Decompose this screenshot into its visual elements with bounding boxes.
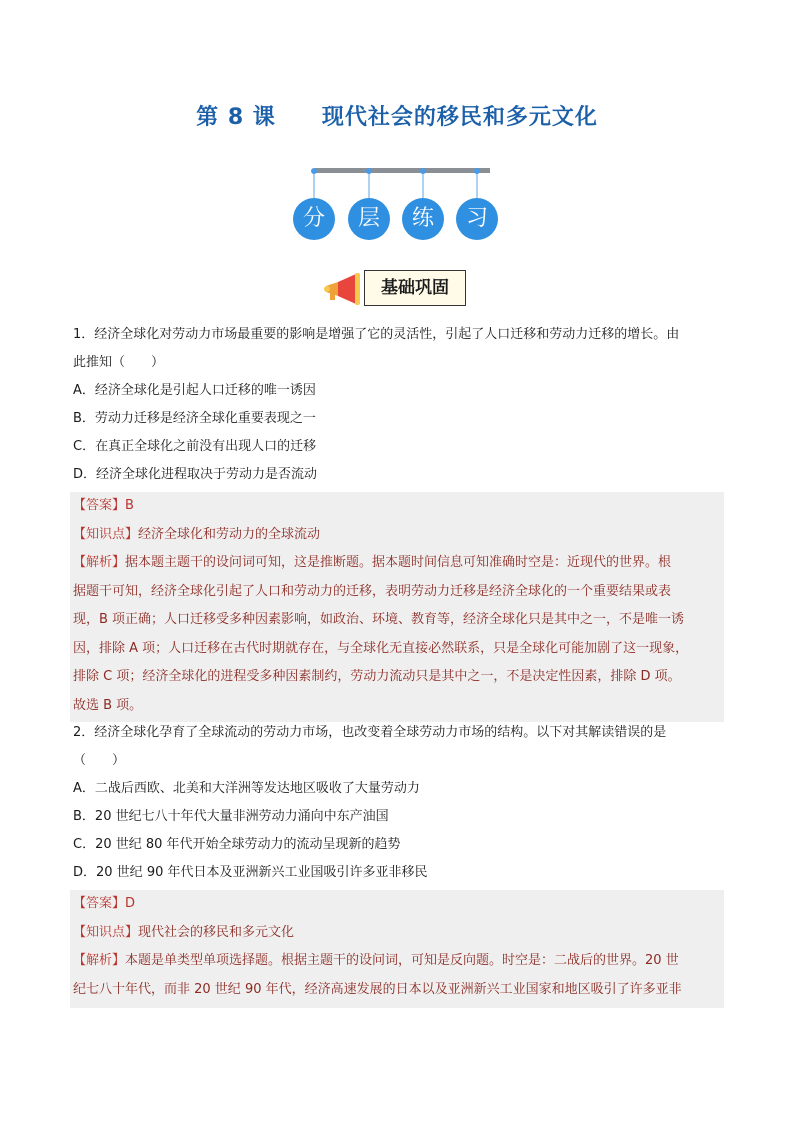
question-stem-line: （ ） [73,753,126,768]
section-label: 基础巩固 [364,270,466,306]
option-b: B．劳动力迁移是经济全球化重要表现之一 [73,411,316,426]
option-a: A．二战后西欧、北美和大洋洲等发达地区吸收了大量劳动力 [73,781,420,796]
analysis-line: 排除 C 项；经济全球化的进程受多种因素制约，劳动力流动只是其中之一，不是决定性因素，排除 D 项。 [73,669,681,684]
answer-tag: 【答案】 [73,896,126,911]
banner-badge-3: 练 [402,198,444,240]
knowledge-line [73,521,724,550]
analysis-line: 故选 B 项。 [73,697,143,713]
answer-line [73,492,724,521]
question-1 [73,321,723,489]
analysis-line: 【解析】据本题主题干的设问词可知，这是推断题。据本题时间信息可知准确时空是：近现代的世界。根 [73,555,672,570]
option-c: C．20 世纪 80 年代开始全球劳动力的流动呈现新的趋势 [73,837,401,852]
knowledge-value: 现代社会的移民和多元文化 [138,924,295,940]
option-b: B．20 世纪七八十年代大量非洲劳动力涌向中东产油国 [73,809,389,824]
option-d: D．20 世纪 90 年代日本及亚洲新兴工业国吸引许多亚非移民 [73,865,428,880]
answer-value: B [125,498,134,513]
option-c: C．在真正全球化之前没有出现人口的迁移 [73,439,317,454]
question-stem-line: 此推知（ ） [73,355,165,370]
option-a: A．经济全球化是引起人口迁移的唯一诱因 [73,383,316,398]
knowledge-tag: 【知识点】 [73,526,139,542]
analysis-line: 现，B 项正确；人口迁移受多种因素影响，如政治、环境、教育等，经济全球化只是其中之一，不是唯一诱 [73,612,685,627]
lesson-number: 第 8 课 [196,105,276,130]
analysis-line: 据题干可知，经济全球化引起了人口和劳动力的迁移，表明劳动力迁移是经济全球化的一个重要结果或表 [73,583,672,599]
answer-value: D [125,896,136,911]
megaphone-icon [322,272,368,308]
page-title [0,100,794,131]
analysis-tag: 【解析】 [73,953,126,968]
knowledge-tag: 【知识点】 [73,924,139,940]
knowledge-line [73,919,724,948]
answer-line [73,890,724,919]
analysis-line: 因，排除 A 项；人口迁移在古代时期就存在，与全球化无直接必然联系，只是全球化可能加剧了这一现象， [73,640,689,656]
lesson-title: 现代社会的移民和多元文化 [321,105,598,130]
analysis-tag: 【解析】 [73,555,126,570]
option-d: D．经济全球化进程取决于劳动力是否流动 [73,467,318,482]
knowledge-value: 经济全球化和劳动力的全球流动 [138,526,321,542]
banner-badge-2: 层 [348,198,390,240]
answer-block-2 [70,890,724,1008]
question-stem-line: 2．经济全球化孕育了全球流动的劳动力市场，也改变着全球劳动力市场的结构。以下对其解读错误的是 [73,725,667,740]
question-2 [73,719,723,887]
banner-badge-1: 分 [293,198,335,240]
answer-tag: 【答案】 [73,498,126,513]
analysis-line: 【解析】本题是单类型单项选择题。根据主题干的设问词，可知是反向题。时空是：二战后的世界。20 世 [73,953,679,968]
question-stem-line: 1．经济全球化对劳动力市场最重要的影响是增强了它的灵活性，引起了人口迁移和劳动力迁移的增长。由 [73,327,680,342]
answer-block-1 [70,492,724,722]
analysis-line: 纪七八十年代，而非 20 世纪 90 年代，经济高速发展的日本以及亚洲新兴工业国家和地区吸引了许多亚非 [73,981,682,997]
banner-badge-4: 习 [456,198,498,240]
